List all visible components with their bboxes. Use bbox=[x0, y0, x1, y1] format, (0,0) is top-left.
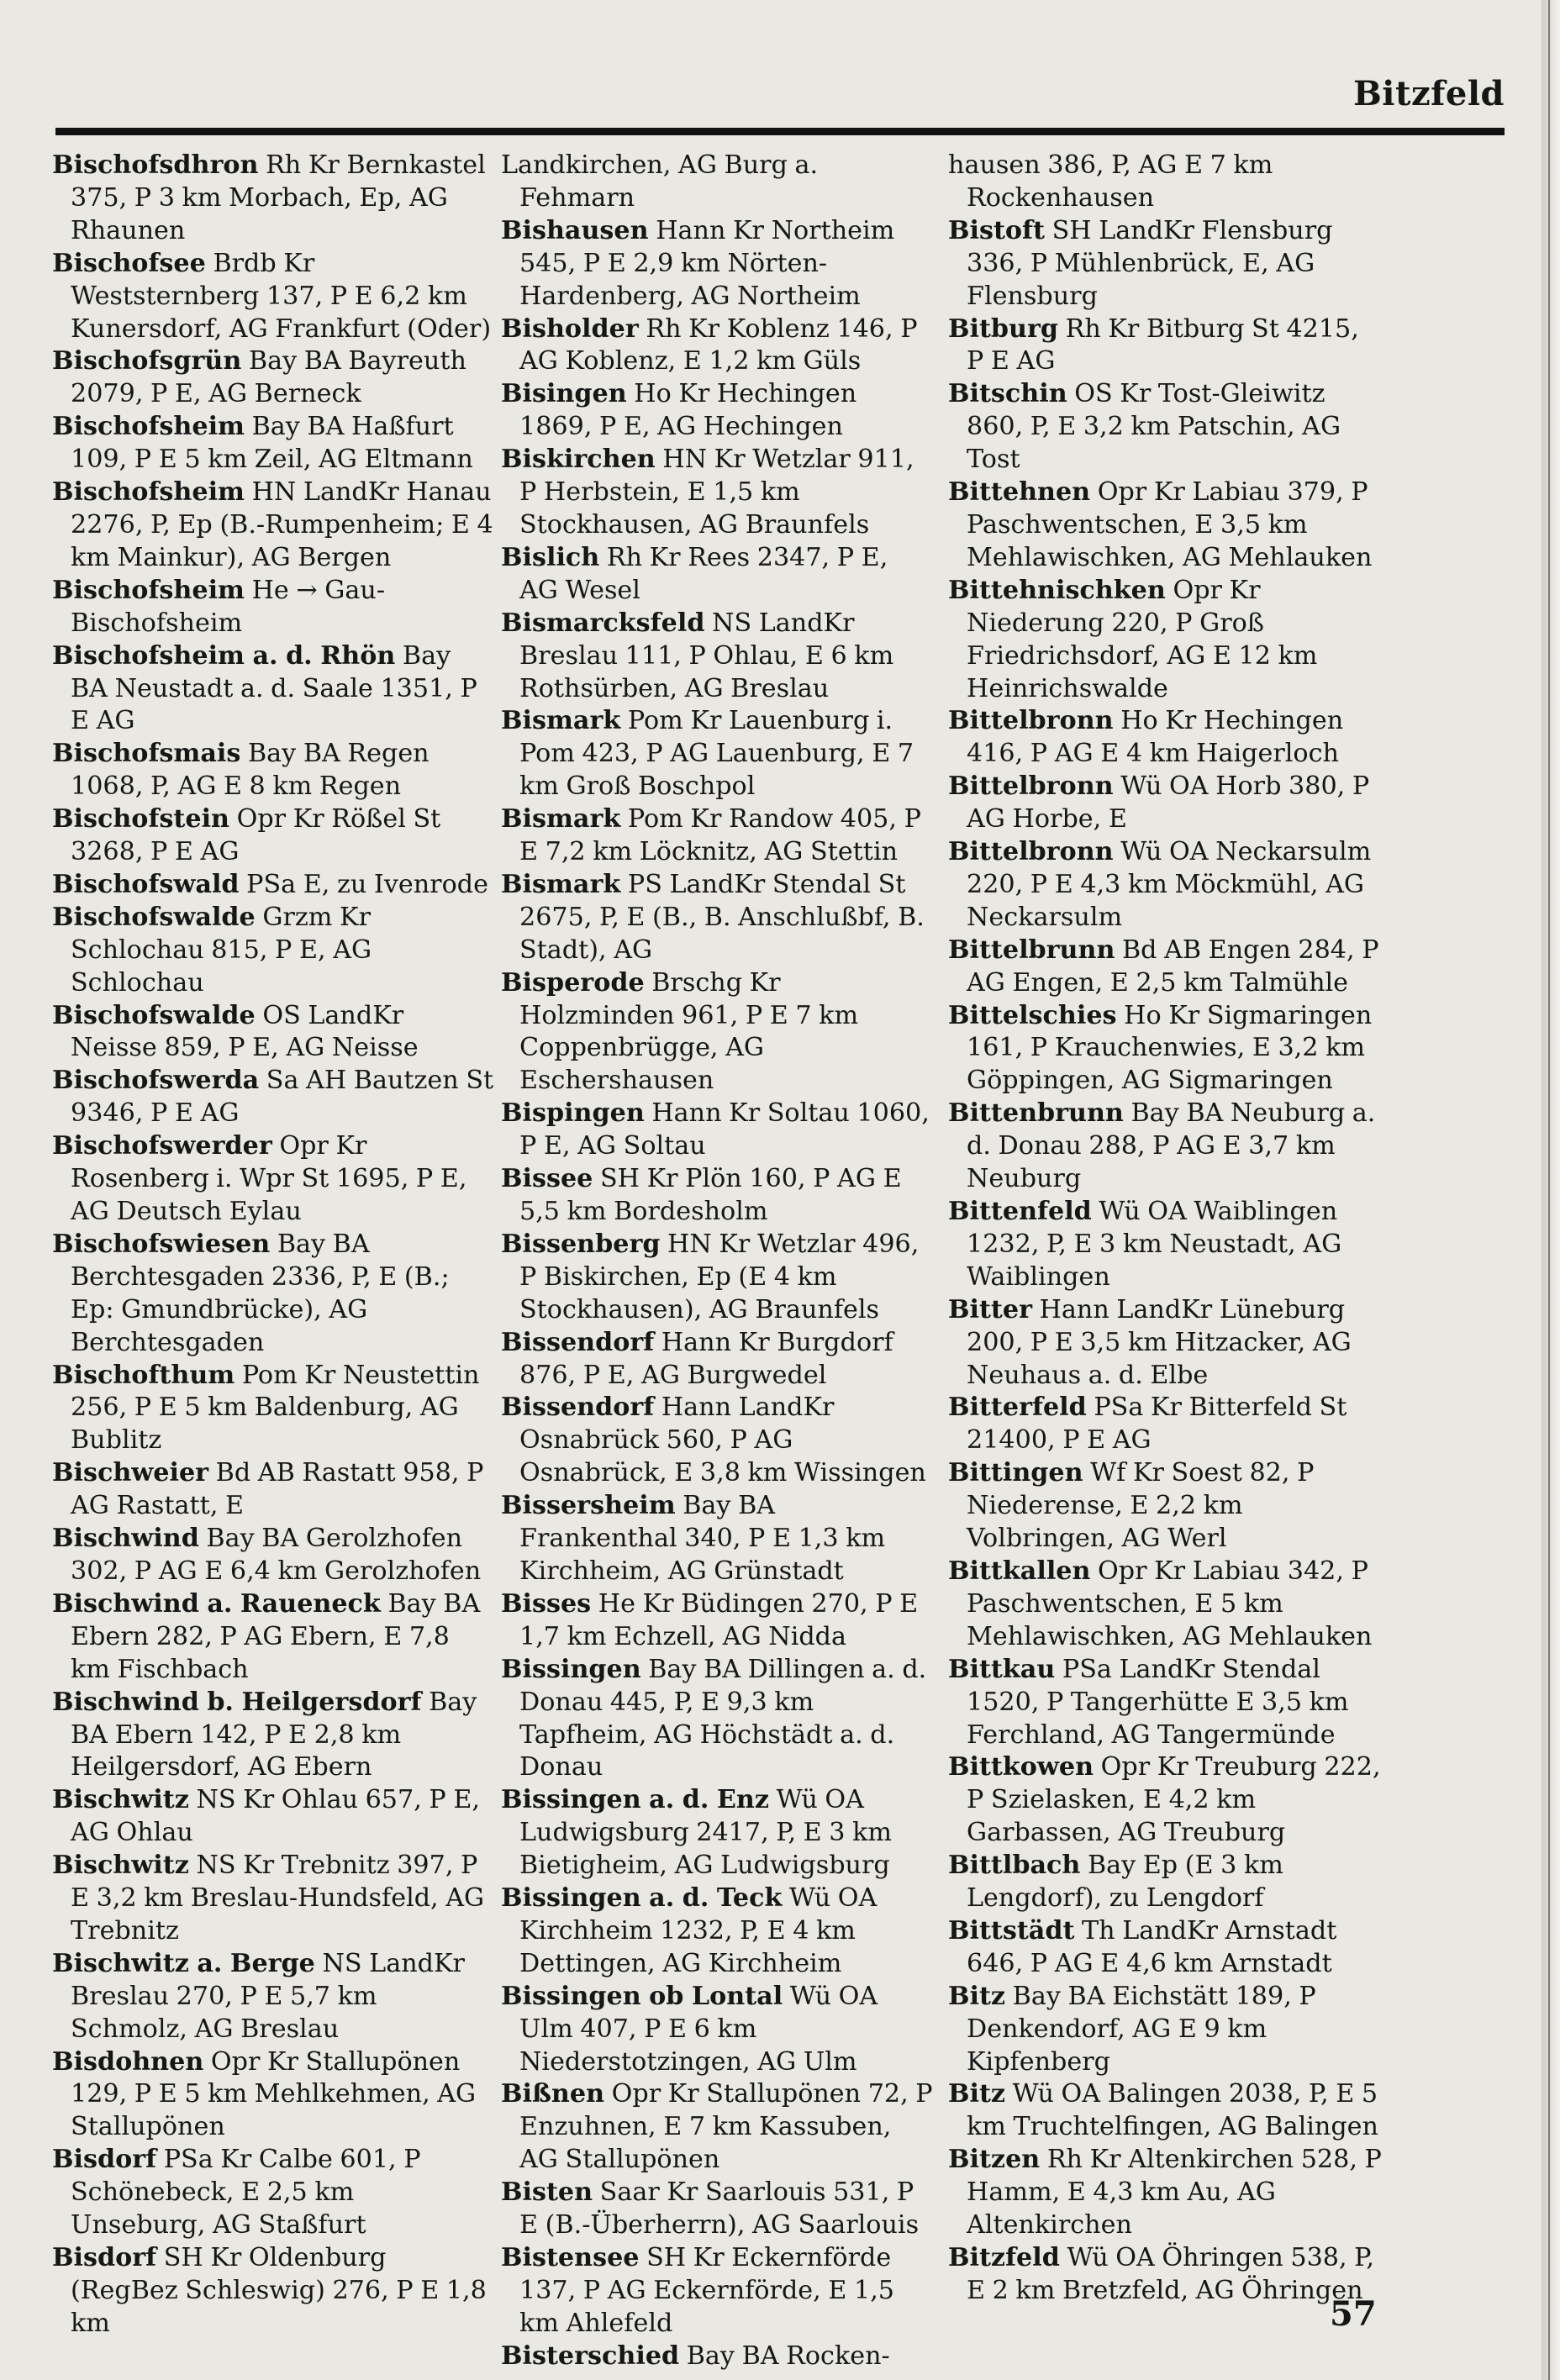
entry-text: Wü OA Horb 380, P AG Horbe, E bbox=[967, 771, 1370, 835]
gazetteer-entry bbox=[501, 869, 933, 967]
gazetteer-entry bbox=[501, 1098, 933, 1163]
entry-headword: Bissenberg bbox=[501, 1229, 661, 1259]
entry-text: Wü OA Kirchheim 1232, P, E 4 km Dettingen, AG Kirchheim bbox=[519, 1883, 878, 1978]
gazetteer-entry bbox=[948, 313, 1382, 379]
entry-headword: Bittelschies bbox=[948, 1000, 1117, 1030]
entry-text: hausen 386, P, AG E 7 km Rockenhausen bbox=[948, 150, 1273, 213]
entry-text: Rh Kr Bitburg St 4215, P E AG bbox=[967, 313, 1359, 376]
entry-text: Bay BA Bayreuth 2079, P E, AG Berneck bbox=[71, 346, 466, 409]
entry-headword: Bistensee bbox=[501, 2243, 640, 2272]
entry-headword: Bischofsheim bbox=[52, 477, 245, 508]
entry-text: He → Gau-Bischofsheim bbox=[71, 575, 386, 638]
entry-headword: Bißnen bbox=[501, 2079, 605, 2109]
gazetteer-entry bbox=[948, 1294, 1382, 1393]
entry-headword: Bischofsmais bbox=[52, 739, 241, 769]
entry-text: Pom Kr Lauenburg i. Pom 423, P AG Lauenburg, E 7 km Groß Boschpol bbox=[519, 706, 914, 802]
gazetteer-entry bbox=[501, 967, 933, 1098]
gazetteer-entry bbox=[52, 869, 494, 902]
entry-text: Opr Kr Stallupönen 72, P Enzuhnen, E 7 km Kassuben, AG Stallupönen bbox=[519, 2079, 933, 2175]
entry-text: OS LandKr Neisse 859, P E, AG Neisse bbox=[71, 1000, 419, 1063]
entry-headword: Bittelbronn bbox=[948, 771, 1114, 802]
gazetteer-entry bbox=[501, 378, 933, 444]
entry-text: Wü OA Ulm 407, P E 6 km Niederstotzingen, AG Ulm bbox=[519, 1981, 878, 2077]
gazetteer-entry bbox=[501, 1327, 933, 1393]
entry-headword: Bitzfeld bbox=[948, 2243, 1060, 2272]
gazetteer-entry bbox=[501, 215, 933, 313]
gazetteer-entry bbox=[52, 1457, 494, 1523]
entry-text: Opr Kr Niederung 220, P Groß Friedrichsdorf, AG E 12 km Heinrichswalde bbox=[967, 575, 1318, 703]
entry-text: Brschg Kr Holzminden 961, P E 7 km Coppenbrügge, AG Eschershausen bbox=[519, 967, 859, 1096]
entry-text: Grzm Kr Schlochau 815, P E, AG Schlochau bbox=[71, 902, 372, 998]
entry-headword: Bischofsheim bbox=[52, 575, 245, 605]
entry-text: Th LandKr Arnstadt 646, P AG E 4,6 km Arnstadt bbox=[967, 1915, 1337, 1978]
gazetteer-entry bbox=[501, 542, 933, 608]
gazetteer-entry bbox=[52, 2242, 494, 2341]
entry-text: Bay BA Ebern 282, P AG Ebern, E 7,8 km Fischbach bbox=[71, 1588, 481, 1684]
entry-text: Saar Kr Saarlouis 531, P E (B.-Überherrn), AG Saarlouis bbox=[519, 2177, 920, 2240]
entry-text: Rh Kr Altenkirchen 528, P Hamm, E 4,3 km Au, AG Altenkirchen bbox=[967, 2145, 1382, 2240]
column-2 bbox=[501, 150, 933, 2371]
entry-text: PSa Kr Calbe 601, P Schönebeck, E 2,5 km Unseburg, AG Staßfurt bbox=[71, 2145, 421, 2240]
entry-text: Bay BA Frankenthal 340, P E 1,3 km Kirchheim, AG Grünstadt bbox=[519, 1491, 886, 1586]
entry-text: Rh Kr Bernkastel 375, P 3 km Morbach, Ep, AG Rhaunen bbox=[71, 150, 486, 245]
entry-headword: Bissersheim bbox=[501, 1491, 676, 1521]
entry-text: Bay BA Rocken- bbox=[679, 2341, 890, 2371]
entry-headword: Bischwind a. Raueneck bbox=[52, 1588, 381, 1619]
gazetteer-entry bbox=[948, 1556, 1382, 1654]
entry-headword: Bissendorf bbox=[501, 1393, 655, 1423]
entry-headword: Bissingen bbox=[501, 1654, 641, 1684]
entry-headword: Bischofsee bbox=[52, 248, 206, 278]
entry-headword: Bismark bbox=[501, 804, 621, 835]
entry-headword: Bisholder bbox=[501, 313, 639, 344]
entry-headword: Bischofsheim bbox=[52, 412, 245, 442]
gazetteer-entry bbox=[501, 313, 933, 379]
entry-text: Ho Kr Sigmaringen 161, P Krauchenwies, E 3,2 km Göppingen, AG Sigmaringen bbox=[967, 1000, 1373, 1096]
gazetteer-entry bbox=[501, 1654, 933, 1785]
entry-text: Bd AB Rastatt 958, P AG Rastatt, E bbox=[71, 1458, 484, 1521]
entry-headword: Bismark bbox=[501, 869, 621, 899]
entry-headword: Bischwitz bbox=[52, 1785, 189, 1815]
page-edge bbox=[1542, 0, 1560, 2380]
entry-text: Hann Kr Northeim 545, P E 2,9 km Nörten-Hardenberg, AG Northeim bbox=[519, 215, 895, 311]
entry-headword: Bismarcksfeld bbox=[501, 608, 705, 638]
gazetteer-entry bbox=[52, 1360, 494, 1458]
gazetteer-entry bbox=[948, 1751, 1382, 1850]
entry-text: Pom Kr Randow 405, P E 7,2 km Löcknitz, AG Stettin bbox=[519, 804, 921, 867]
entry-text: Wü OA Ludwigsburg 2417, P, E 3 km Bietigheim, AG Ludwigsburg bbox=[519, 1785, 892, 1881]
entry-headword: Bittehnischken bbox=[948, 575, 1166, 605]
gazetteer-entry bbox=[52, 477, 494, 575]
gazetteer-entry bbox=[501, 2341, 933, 2373]
entry-text: Brdb Kr Weststernberg 137, P E 6,2 km Kunersdorf, AG Frankfurt (Oder) bbox=[71, 248, 492, 344]
gazetteer-entry bbox=[948, 2242, 1382, 2308]
gazetteer-entry bbox=[501, 150, 933, 215]
entry-text: Rh Kr Koblenz 146, P AG Koblenz, E 1,2 km Güls bbox=[519, 313, 918, 376]
gazetteer-entry bbox=[52, 1850, 494, 1948]
gazetteer-entry bbox=[948, 705, 1382, 771]
gazetteer-entry bbox=[948, 477, 1382, 575]
entry-headword: Bisdorf bbox=[52, 2243, 157, 2272]
column-1 bbox=[52, 150, 494, 2338]
entry-text: NS LandKr Breslau 111, P Ohlau, E 6 km Rothsürben, AG Breslau bbox=[519, 608, 894, 703]
gazetteer-entry bbox=[501, 1392, 933, 1490]
entry-text: Bay BA Dillingen a. d. Donau 445, P, E 9,3 km Tapfheim, AG Höchstädt a. d. Donau bbox=[519, 1654, 927, 1782]
entry-text: Ho Kr Hechingen 1869, P E, AG Hechingen bbox=[519, 379, 857, 442]
gazetteer-entry bbox=[52, 1687, 494, 1785]
entry-headword: Bittehnen bbox=[948, 477, 1091, 508]
gazetteer-entry bbox=[501, 2078, 933, 2177]
gazetteer-entry bbox=[52, 2046, 494, 2145]
gazetteer-entry bbox=[52, 902, 494, 1000]
gazetteer-entry bbox=[948, 1850, 1382, 1915]
entry-headword: Bisperode bbox=[501, 967, 645, 998]
running-head: Bitzfeld bbox=[1352, 74, 1505, 113]
entry-headword: Biskirchen bbox=[501, 445, 656, 475]
entry-headword: Bispingen bbox=[501, 1098, 645, 1129]
entry-headword: Bissendorf bbox=[501, 1327, 655, 1357]
entry-text: SH Kr Oldenburg (RegBez Schleswig) 276, P E 1,8 km bbox=[71, 2243, 487, 2338]
entry-headword: Bittenbrunn bbox=[948, 1098, 1124, 1129]
entry-headword: Bistoft bbox=[948, 215, 1045, 245]
entry-headword: Bischofstein bbox=[52, 804, 229, 835]
gazetteer-entry bbox=[52, 1065, 494, 1130]
gazetteer-entry bbox=[501, 1784, 933, 1882]
entry-headword: Bischofswald bbox=[52, 869, 240, 899]
entry-headword: Bishausen bbox=[501, 215, 649, 245]
gazetteer-entry bbox=[501, 1981, 933, 2079]
entry-headword: Bislich bbox=[501, 542, 600, 572]
entry-headword: Bittstädt bbox=[948, 1915, 1075, 1946]
entry-headword: Bischofsdhron bbox=[52, 150, 259, 180]
gazetteer-entry bbox=[948, 378, 1382, 477]
entry-headword: Bisdorf bbox=[52, 2145, 157, 2175]
entry-text: PSa LandKr Stendal 1520, P Tangerhütte E 3,5 km Ferchland, AG Tangermünde bbox=[967, 1654, 1349, 1750]
entry-text: Bd AB Engen 284, P AG Engen, E 2,5 km Talmühle bbox=[967, 935, 1379, 998]
entry-headword: Bisterschied bbox=[501, 2341, 680, 2371]
gazetteer-entry bbox=[948, 1392, 1382, 1457]
entry-text: Pom Kr Neustettin 256, P E 5 km Baldenburg, AG Bublitz bbox=[71, 1360, 480, 1456]
gazetteer-entry bbox=[52, 1229, 494, 1360]
entry-text: Hann Kr Burgdorf 876, P E, AG Burgwedel bbox=[519, 1327, 893, 1390]
entry-text: Wü OA Öhringen 538, P, E 2 km Bretzfeld, AG Öhringen bbox=[967, 2243, 1374, 2305]
gazetteer-entry bbox=[52, 738, 494, 803]
gazetteer-entry bbox=[52, 1000, 494, 1066]
entry-text: Bay BA Berchtesgaden 2336, P, E (B.; Ep: Gmundbrücke), AG Berchtesgaden bbox=[71, 1229, 450, 1357]
gazetteer-entry bbox=[948, 2144, 1382, 2242]
entry-headword: Bischofsgrün bbox=[52, 346, 242, 376]
entry-headword: Bittelbronn bbox=[948, 706, 1114, 736]
entry-headword: Bitterfeld bbox=[948, 1393, 1087, 1423]
column-3 bbox=[948, 150, 1382, 2305]
entry-text: HN Kr Wetzlar 911, P Herbstein, E 1,5 km Stockhausen, AG Braunfels bbox=[519, 445, 914, 540]
entry-text: Opr Kr Labiau 379, P Paschwentschen, E 3,5 km Mehlawischken, AG Mehlauken bbox=[967, 477, 1373, 572]
entry-headword: Bittlbach bbox=[948, 1851, 1081, 1881]
entry-text: Rh Kr Rees 2347, P E, AG Wesel bbox=[519, 542, 888, 605]
gazetteer-entry bbox=[501, 2177, 933, 2242]
entry-headword: Bischofswalde bbox=[52, 1000, 256, 1030]
entry-text: OS Kr Tost-Gleiwitz 860, P, E 3,2 km Patschin, AG Tost bbox=[967, 379, 1341, 475]
entry-text: Bay BA Ebern 142, P E 2,8 km Heilgersdorf, AG Ebern bbox=[71, 1687, 477, 1782]
gazetteer-entry bbox=[52, 1588, 494, 1687]
entry-text: Bay BA Eichstätt 189, P Denkendorf, AG E 9 km Kipfenberg bbox=[967, 1981, 1316, 2077]
entry-text: Opr Kr Labiau 342, P Paschwentschen, E 5 km Mehlawischken, AG Mehlauken bbox=[967, 1556, 1373, 1651]
entry-headword: Bitz bbox=[948, 1981, 1006, 2011]
entry-headword: Bisses bbox=[501, 1588, 592, 1619]
entry-headword: Bismark bbox=[501, 706, 621, 736]
entry-headword: Bischofswiesen bbox=[52, 1229, 271, 1259]
entry-text: PSa E, zu Ivenrode bbox=[239, 869, 488, 899]
gazetteer-entry bbox=[52, 150, 494, 248]
gazetteer-entry bbox=[948, 575, 1382, 706]
gazetteer-entry bbox=[948, 1654, 1382, 1752]
entry-text: HN Kr Wetzlar 496, P Biskirchen, Ep (E 4 km Stockhausen), AG Braunfels bbox=[519, 1229, 920, 1324]
entry-text: Wü OA Balingen 2038, P, E 5 km Truchtelfingen, AG Balingen bbox=[967, 2079, 1378, 2142]
gazetteer-entry bbox=[501, 1882, 933, 1981]
entry-text: Wü OA Neckarsulm 220, P E 4,3 km Möckmühl, AG Neckarsulm bbox=[967, 837, 1372, 932]
entry-text: Opr Kr Rosenberg i. Wpr St 1695, P E, AG Deutsch Eylau bbox=[71, 1131, 467, 1226]
gazetteer-entry bbox=[501, 1163, 933, 1229]
entry-headword: Bittkallen bbox=[948, 1556, 1091, 1586]
entry-text: SH Kr Plön 160, P AG E 5,5 km Bordesholm bbox=[519, 1164, 902, 1226]
entry-text: Wf Kr Soest 82, P Niederense, E 2,2 km Volbringen, AG Werl bbox=[967, 1458, 1315, 1554]
entry-text: Landkirchen, AG Burg a. Fehmarn bbox=[501, 150, 819, 213]
entry-text: Bay BA Gerolzhofen 302, P AG E 6,4 km Gerolzhofen bbox=[71, 1524, 482, 1586]
page-header bbox=[55, 50, 1505, 143]
entry-text: Hann LandKr Lüneburg 200, P E 3,5 km Hitzacker, AG Neuhaus a. d. Elbe bbox=[967, 1294, 1352, 1390]
page-number: 57 bbox=[1330, 2294, 1377, 2334]
gazetteer-entry bbox=[948, 771, 1382, 836]
entry-headword: Bitzen bbox=[948, 2145, 1041, 2175]
entry-headword: Bittingen bbox=[948, 1458, 1083, 1488]
entry-headword: Bischofthum bbox=[52, 1360, 235, 1390]
entry-headword: Bischofswerder bbox=[52, 1131, 272, 1161]
entry-headword: Bissingen a. d. Enz bbox=[501, 1785, 769, 1815]
entry-text: Bay Ep (E 3 km Lengdorf), zu Lengdorf bbox=[967, 1851, 1283, 1914]
entry-headword: Bischofsheim a. d. Rhön bbox=[52, 640, 396, 671]
entry-text: HN LandKr Hanau 2276, P, Ep (B.-Rumpenheim; E 4 km Mainkur), AG Bergen bbox=[71, 477, 493, 572]
entry-text: Hann Kr Soltau 1060, P E, AG Soltau bbox=[519, 1098, 930, 1161]
gazetteer-entry bbox=[948, 1457, 1382, 1556]
gazetteer-entry bbox=[52, 1948, 494, 2046]
gazetteer-entry bbox=[501, 2242, 933, 2341]
gazetteer-entry bbox=[52, 1523, 494, 1588]
entry-text: Opr Kr Treuburg 222, P Szielasken, E 4,2 km Garbassen, AG Treuburg bbox=[967, 1752, 1381, 1848]
entry-text: PSa Kr Bitterfeld St 21400, P E AG bbox=[967, 1393, 1347, 1456]
gazetteer-entry bbox=[948, 1915, 1382, 1981]
entry-text: He Kr Büdingen 270, P E 1,7 km Echzell, AG Nidda bbox=[519, 1588, 919, 1651]
gazetteer-entry bbox=[948, 836, 1382, 935]
entry-text: Bay BA Neustadt a. d. Saale 1351, P E AG bbox=[71, 640, 477, 736]
gazetteer-entry bbox=[948, 1196, 1382, 1294]
entry-headword: Bischwitz bbox=[52, 1851, 189, 1881]
gazetteer-entry bbox=[52, 411, 494, 477]
entry-text: Hann LandKr Osnabrück 560, P AG Osnabrück, E 3,8 km Wissingen bbox=[519, 1393, 926, 1488]
entry-text: NS Kr Trebnitz 397, P E 3,2 km Breslau-Hundsfeld, AG Trebnitz bbox=[71, 1851, 485, 1946]
gazetteer-entry bbox=[52, 345, 494, 411]
entry-text: Sa AH Bautzen St 9346, P E AG bbox=[71, 1066, 494, 1129]
entry-headword: Bisingen bbox=[501, 379, 627, 409]
gazetteer-entry bbox=[52, 803, 494, 869]
gazetteer-entry bbox=[501, 705, 933, 803]
gazetteer-entry bbox=[501, 1490, 933, 1588]
entry-text: Wü OA Waiblingen 1232, P, E 3 km Neustadt, AG Waiblingen bbox=[967, 1197, 1342, 1292]
gazetteer-entry bbox=[501, 1588, 933, 1654]
entry-headword: Bisdohnen bbox=[52, 2046, 204, 2077]
gazetteer-entry bbox=[948, 1098, 1382, 1196]
entry-headword: Bischofswalde bbox=[52, 902, 256, 932]
gazetteer-entry bbox=[52, 1130, 494, 1229]
entry-text: PS LandKr Stendal St 2675, P, E (B., B. Anschlußbf, B. Stadt), AG bbox=[519, 869, 925, 965]
header-rule bbox=[55, 128, 1505, 135]
entry-text: Bay BA Haßfurt 109, P E 5 km Zeil, AG Eltmann bbox=[71, 412, 473, 475]
entry-text: NS LandKr Breslau 270, P E 5,7 km Schmolz, AG Breslau bbox=[71, 1948, 465, 2044]
gazetteer-entry bbox=[52, 575, 494, 640]
entry-headword: Bittelbronn bbox=[948, 837, 1114, 867]
entry-headword: Bischwitz a. Berge bbox=[52, 1948, 315, 1978]
entry-text: NS Kr Ohlau 657, P E, AG Ohlau bbox=[71, 1785, 480, 1848]
gazetteer-entry bbox=[52, 1784, 494, 1850]
entry-headword: Bittenfeld bbox=[948, 1197, 1092, 1226]
entry-headword: Bissee bbox=[501, 1164, 593, 1194]
entry-headword: Bissingen a. d. Teck bbox=[501, 1883, 783, 1914]
entry-text: Bay BA Regen 1068, P, AG E 8 km Regen bbox=[71, 739, 430, 802]
entry-headword: Bitz bbox=[948, 2079, 1006, 2109]
entry-headword: Bitter bbox=[948, 1294, 1032, 1324]
entry-text: Bay BA Neuburg a. d. Donau 288, P AG E 3,7 km Neuburg bbox=[967, 1098, 1376, 1194]
gazetteer-entry bbox=[948, 1000, 1382, 1098]
gazetteer-entry bbox=[52, 248, 494, 346]
gazetteer-entry bbox=[948, 2078, 1382, 2144]
entry-headword: Bittkau bbox=[948, 1654, 1056, 1684]
gazetteer-entry bbox=[501, 608, 933, 706]
gazetteer-entry bbox=[501, 1229, 933, 1327]
entry-headword: Bittkowen bbox=[948, 1752, 1094, 1782]
entry-headword: Bischweier bbox=[52, 1458, 209, 1488]
entry-headword: Bissingen ob Lontal bbox=[501, 1981, 783, 2011]
entry-headword: Bisten bbox=[501, 2177, 593, 2208]
entry-headword: Bittelbrunn bbox=[948, 935, 1115, 965]
gazetteer-entry bbox=[501, 444, 933, 542]
entry-headword: Bischwind bbox=[52, 1524, 199, 1554]
entry-text: SH LandKr Flensburg 336, P Mühlenbrück, E, AG Flensburg bbox=[967, 215, 1333, 311]
gazetteer-entry bbox=[948, 935, 1382, 1000]
entry-text: SH Kr Eckernförde 137, P AG Eckernförde, E 1,5 km Ahlefeld bbox=[519, 2243, 894, 2338]
entry-headword: Bischofswerda bbox=[52, 1066, 260, 1096]
gazetteer-entry bbox=[948, 150, 1382, 215]
gazetteer-entry bbox=[52, 2144, 494, 2242]
entry-text: Ho Kr Hechingen 416, P AG E 4 km Haigerloch bbox=[967, 706, 1344, 769]
entry-headword: Bitburg bbox=[948, 313, 1058, 344]
gazetteer-entry bbox=[948, 1981, 1382, 2079]
entry-text: Opr Kr Stallupönen 129, P E 5 km Mehlkehmen, AG Stallupönen bbox=[71, 2046, 477, 2142]
entry-text: Opr Kr Rößel St 3268, P E AG bbox=[71, 804, 441, 867]
gazetteer-entry bbox=[948, 215, 1382, 313]
entry-headword: Bitschin bbox=[948, 379, 1067, 409]
gazetteer-entry bbox=[52, 640, 494, 739]
gazetteer-entry bbox=[501, 803, 933, 869]
entry-headword: Bischwind b. Heilgersdorf bbox=[52, 1687, 422, 1717]
